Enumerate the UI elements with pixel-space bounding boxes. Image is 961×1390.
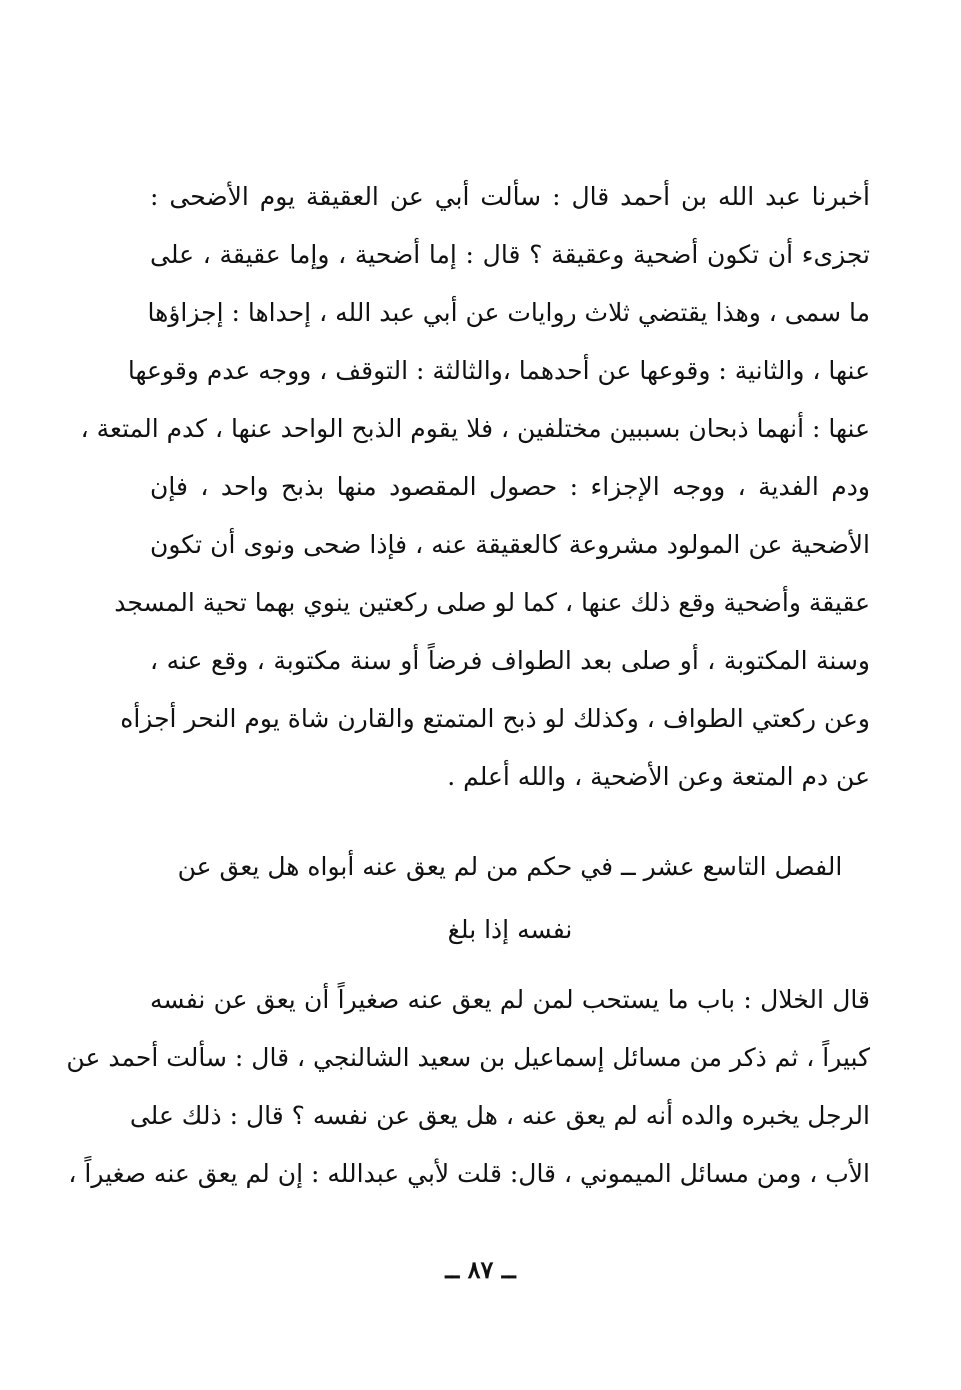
text-line: الرجل يخبره والده أنه لم يعق عنه ، هل يعق عن نفسه ؟ قال : ذلك على bbox=[129, 1101, 870, 1130]
paragraph-khallal bbox=[66, 971, 870, 1203]
text-line: عنها : أنهما ذبحان بسببين مختلفين ، فلا يقوم الذبح الواحد عنها ، كدم المتعة ، bbox=[80, 414, 870, 443]
text-line: كبيراً ، ثم ذكر من مسائل إسماعيل بن سعيد الشالنجي ، قال : سألت أحمد عن bbox=[66, 1043, 870, 1072]
text-line: ما سمى ، وهذا يقتضي ثلاث روايات عن أبي عبد الله ، إحداها : إجزاؤها bbox=[147, 298, 870, 327]
text-line: وسنة المكتوبة ، أو صلى بعد الطواف فرضاً أو سنة مكتوبة ، وقع عنه ، bbox=[150, 646, 870, 675]
paragraph-aqiqa-udhiya bbox=[80, 168, 870, 806]
text-line: تجزىء أن تكون أضحية وعقيقة ؟ قال : إما أضحية ، وإما عقيقة ، على bbox=[150, 240, 870, 269]
text-line: قال الخلال : باب ما يستحب لمن لم يعق عنه صغيراً أن يعق عن نفسه bbox=[150, 985, 870, 1014]
page-number: ــ ٨٧ ــ bbox=[445, 1255, 516, 1284]
text-line: عن دم المتعة وعن الأضحية ، والله أعلم . bbox=[447, 762, 870, 791]
text-line: عقيقة وأضحية وقع ذلك عنها ، كما لو صلى ركعتين ينوي بهما تحية المسجد bbox=[114, 588, 870, 617]
text-line: ودم الفدية ، ووجه الإجزاء : حصول المقصود منها بذبح واحد ، فإن bbox=[150, 472, 870, 501]
text-line: وعن ركعتي الطواف ، وكذلك لو ذبح المتمتع والقارن شاة يوم النحر أجزأه bbox=[120, 704, 870, 733]
text-line: الأب ، ومن مسائل الميموني ، قال: قلت لأبي عبدالله : إن لم يعق عنه صغيراً ، bbox=[68, 1159, 870, 1188]
text-line: أخبرنا عبد الله بن أحمد قال : سألت أبي عن العقيقة يوم الأضحى : bbox=[150, 182, 870, 211]
text-line: عنها ، والثانية : وقوعها عن أحدهما ،والثالثة : التوقف ، ووجه عدم وقوعها bbox=[127, 356, 870, 385]
chapter-heading: الفصل التاسع عشر ــ في حكم من لم يعق عنه أبواه هل يعق عن bbox=[177, 852, 843, 881]
text-line: الأضحية عن المولود مشروعة كالعقيقة عنه ، فإذا ضحى ونوى أن تكون bbox=[150, 530, 870, 559]
chapter-heading-continued: نفسه إذا بلغ bbox=[447, 915, 573, 944]
